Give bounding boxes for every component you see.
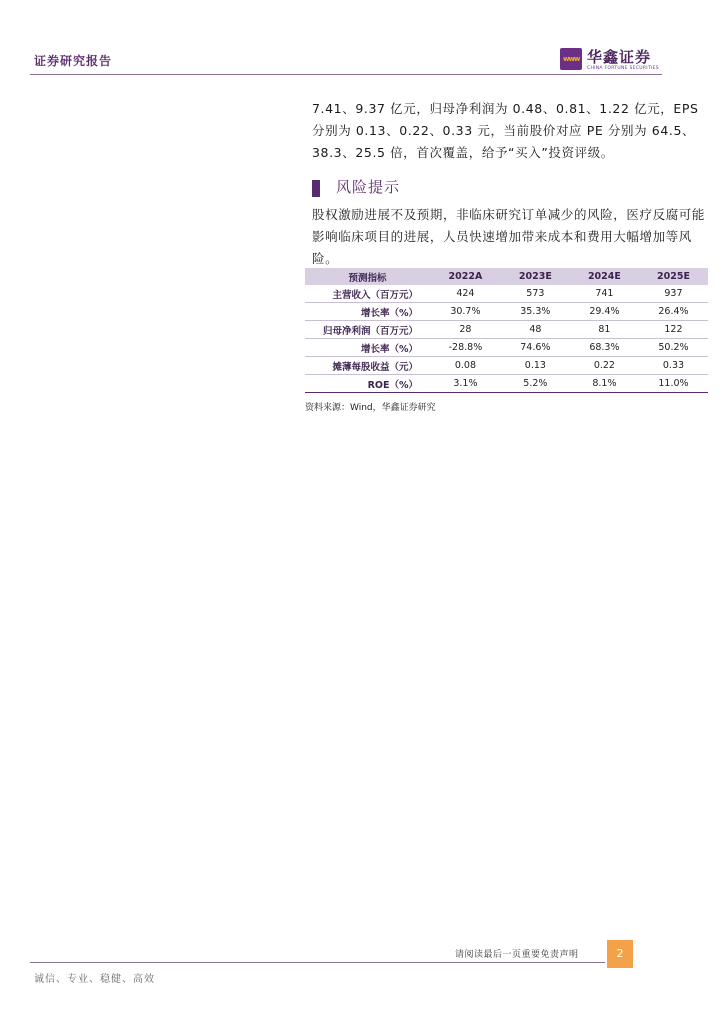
table-cell: 573 (501, 285, 570, 303)
table-cell: -28.8% (430, 339, 501, 357)
table-cell: 0.33 (639, 357, 708, 375)
column-header: 2024E (570, 268, 639, 285)
section-marker (312, 180, 320, 197)
table-header-row (305, 268, 708, 285)
table-cell: 0.22 (570, 357, 639, 375)
logo-name: 华鑫证券 (587, 48, 652, 66)
table-cell: 5.2% (501, 375, 570, 393)
table-row (305, 285, 708, 303)
report-type-label: 证券研究报告 (34, 54, 113, 68)
column-header: 2022A (430, 268, 501, 285)
table-cell: 3.1% (430, 375, 501, 393)
table-cell: 29.4% (570, 303, 639, 321)
table-cell: 937 (639, 285, 708, 303)
row-label: 增长率（%） (305, 303, 430, 321)
header-divider (30, 74, 662, 75)
risk-section-title: 风险提示 (336, 178, 401, 196)
table-cell: 424 (430, 285, 501, 303)
table-row (305, 321, 708, 339)
company-motto: 诚信、专业、稳健、高效 (34, 974, 155, 985)
column-header: 2023E (501, 268, 570, 285)
table-cell: 741 (570, 285, 639, 303)
table-cell: 0.08 (430, 357, 501, 375)
table-row (305, 303, 708, 321)
table-cell: 28 (430, 321, 501, 339)
table-cell: 35.3% (501, 303, 570, 321)
table-row (305, 357, 708, 375)
logo-english-name: CHINA FORTUNE SECURITIES (587, 66, 659, 71)
table-cell: 0.13 (501, 357, 570, 375)
logo-mark-icon: www (560, 48, 582, 70)
valuation-paragraph: 7.41、9.37 亿元，归母净利润为 0.48、0.81、1.22 亿元，EPS 分别为 0.13、0.22、0.33 元，当前股价对应 PE 分别为 64.5、38.3、25.5 倍，首次覆盖，给予“买入”投资评级。 (312, 101, 699, 160)
table-row (305, 339, 708, 357)
column-header: 2025E (639, 268, 708, 285)
row-label: ROE（%） (305, 375, 430, 393)
table-cell: 26.4% (639, 303, 708, 321)
row-label: 归母净利润（百万元） (305, 321, 430, 339)
table-cell: 11.0% (639, 375, 708, 393)
table-cell: 50.2% (639, 339, 708, 357)
page-number-badge: 2 (607, 940, 633, 968)
table-cell: 30.7% (430, 303, 501, 321)
table-source-note: 资料来源：Wind，华鑫证券研究 (305, 403, 436, 413)
row-label: 增长率（%） (305, 339, 430, 357)
company-logo (560, 46, 670, 74)
row-label: 摊薄每股收益（元） (305, 357, 430, 375)
row-label: 主营收入（百万元） (305, 285, 430, 303)
column-header: 预测指标 (305, 268, 430, 285)
table-cell: 48 (501, 321, 570, 339)
table-cell: 74.6% (501, 339, 570, 357)
table-cell: 8.1% (570, 375, 639, 393)
table-cell: 81 (570, 321, 639, 339)
table-cell: 68.3% (570, 339, 639, 357)
footer-divider (30, 962, 605, 963)
table-cell: 122 (639, 321, 708, 339)
forecast-table (305, 268, 708, 393)
risk-paragraph: 股权激励进展不及预期，非临床研究订单减少的风险，医疗反腐可能影响临床项目的进展，人员快速增加带来成本和费用大幅增加等风险。 (312, 207, 706, 266)
disclaimer-link[interactable]: 请阅读最后一页重要免责声明 (455, 950, 579, 960)
table-row (305, 375, 708, 393)
